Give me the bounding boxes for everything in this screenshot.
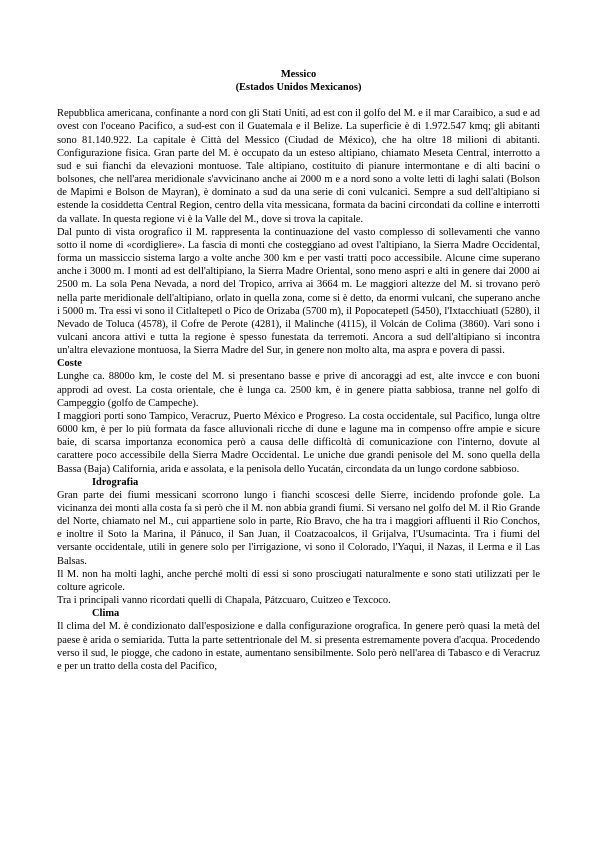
idrografia-paragraph-1: Gran parte dei fiumi messicani scorrono lungo i fianchi scoscesi delle Sierre, incidendo profonde gole. La vicinanza dei monti alla costa fa sì però che il M. non abbia grandi fiumi. Si versano nel golfo del M. il Rio Grande del Norte, chiamato nel M., cui appartiene solo in parte, Río Bravo, che ha tra i maggiori affluenti il Rio Conchos, e inoltre il Soto la Marina, il Pánuco, il San Juan, il Coatzacoalcos, il Grijalva, l'Usumacinta. Tra i fiumi del versante occidentale, utili in genere solo per l'irrigazione, vi sono il Colorado, l'Yaqui, il Nazas, il Lerma e il Las Balsas. (57, 489, 540, 567)
coste-paragraph-1: Lunghe ca. 8800o km, le coste del M. si presentano basse e prive di ancoraggi ad est, alte invcce e con buoni approdi ad ovest. La costa orientale, che è lunga ca. 2500 km, è in genere piatta sabbiosa, tranne nel golfo di Campeggio (golfo de Campeche). (57, 371, 540, 409)
orography-paragraph: Dal punto di vista orografico il M. rappresenta la continuazione del vasto complesso di sollevamenti che vanno sotto il nome di «cordigliere». La fascia di monti che costeggiano ad ovest l'altipiano, la Sierra Madre Occidental, forma un massiccio sistema largo a volte anche 300 km e per vasti tratti poco accessibile. Alcune cime superano anche i 3000 m. I monti ad est dell'altipiano, la Sierra Madre Oriental, sono meno aspri e alti in genere dai 2000 ai 2500 m. La sola Pena Nevada, a nord del Tropico, arriva ai 3664 m. Le maggiori altezze del M. si trovano però nella parte meridionale dell'altipiano, orlato in quella zona, come si è detto, da enormi vulcani, che superano anche i 5000 m. Tra essi vi sono il Citlaltepetl o Pico de Orizaba (5700 m), il Popocatepetl (5450), l'Ixtacchiuatl (5280), il Nevado de Toluca (4578), il Cofre de Perote (4281), il Malinche (4115), il Volcán de Colima (3860). Vari sono i vulcani ancora attivi e tutta la regione è spesso funestata da terremoti. Ancora a sud dell'altipiano si incontra un'altra elevazione montuosa, la Sierra Madre del Sur, in genere non molto alta, ma aspra e povera di passi. (57, 226, 540, 357)
coste-paragraph-2: I maggiori porti sono Tampico, Veracruz, Puerto México e Progreso. La costa occidentale, sul Pacifico, lunga oltre 6000 km, è per lo più formata da fasce alluvionali ricche di dune e lagune ma in compenso offre ampie e sicure baie, di scarsa importanza economica però a causa delle difficoltà di comunicazione con l'interno, dovute al carattere poco accessibile della Sierra Madre Occidental. Le uniche due grandi penisole del M. sono quella della Bassa (Baja) California, arida e assolata, e la penisola dello Yucatán, circondata da un lungo cordone sabbioso. (57, 410, 540, 475)
idrografia-paragraph-2: Il M. non ha molti laghi, anche perché molti di essi si sono prosciugati naturalmente e sono stati utilizzati per le colture agricole. (57, 568, 540, 593)
idrografia-paragraph-3: Tra i principali vanno ricordati quelli di Chapala, Pátzcuaro, Cuitzeo e Texcoco. (57, 595, 391, 607)
section-heading-clima: Clima (92, 608, 120, 620)
section-heading-idrografia: Idrografia (92, 476, 139, 488)
page-subtitle: (Estados Unidos Mexicanos) (235, 82, 362, 94)
section-heading-coste: Coste (57, 358, 82, 370)
document-page (57, 68, 540, 673)
intro-paragraph: Repubblica americana, confinante a nord con gli Stati Uniti, ad est con il golfo del M. e il mar Caraibico, a sud e ad ovest con l'oceano Pacifico, a sud-est con il Guatemala e il Belize. La superficie è di 1.972.547 kmq; gli abitanti sono 81.140.922. La capitale è Città del Messico (Ciudad de México), che ha oltre 18 milioni di abitanti. Configurazione fisica. Gran parte del M. è occupato da un esteso altipiano, chiamato Meseta Central, interrotto a sud e sui fianchi da elevazioni montuose. Tale altipiano, costituito di pianure intermontane e di alti bacini o bolsones, che nell'area meridionale s'avvicinano anche ai 2000 m e a nord sono a volte letti di laghi salati (Bolson de Mapimi e Bolson de Mayran), è dominato a sud da una serie di coni vulcanici. Sempre a sud dell'altipiano si estende la cosiddetta Central Region, centro della vita messicana, formata da bacini circondati da colline e interrotti da vallate. In questa regione vi è la Valle del M., dove si trova la capitale. (57, 108, 540, 225)
page-title: Messico (280, 69, 317, 80)
clima-paragraph-1: Il clima del M. è condizionato dall'esposizione e dalla configurazione orografica. In genere però quasi la metà del paese è arida o semiarida. Tutta la parte settentrionale del M. si presenta estremamente povera d'acqua. Procedendo verso il sud, le piogge, che cadono in estate, aumentano sensibilmente. Solo però nell'area di Tabasco e di Veracruz e per un tratto della costa del Pacifico, (57, 621, 540, 672)
